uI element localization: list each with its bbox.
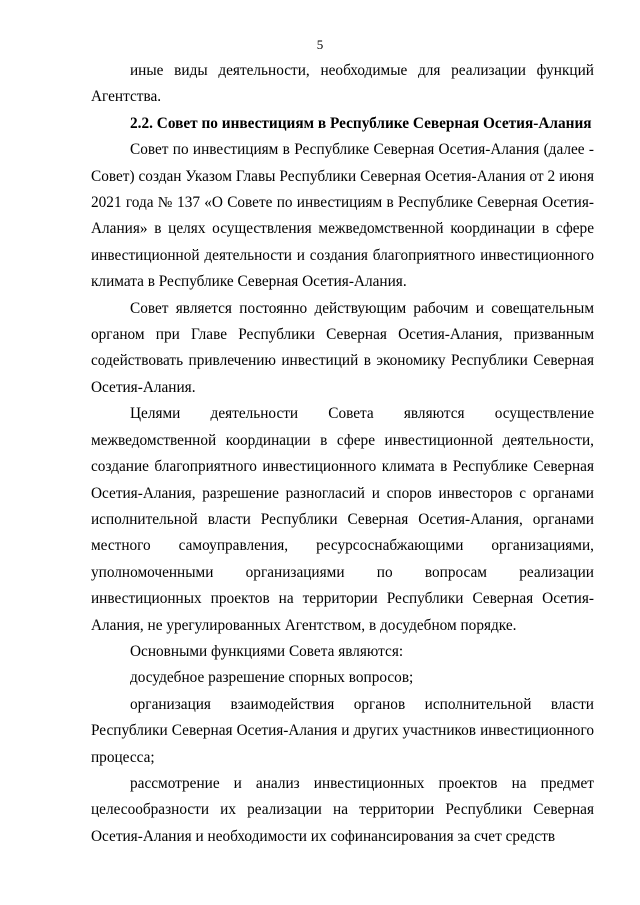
paragraph-function-3: рассмотрение и анализ инвестиционных проектов на предмет целесообразности их реализации на территории Республики Северная Осетия-Алания и необходимости их софинансирования за счет средств (91, 774, 594, 845)
paragraph-function-2: организация взаимодействия органов исполнительной власти Республики Северная Осетия-Алания и других участников инвестиционного процесса; (91, 695, 594, 766)
paragraph-continuation: иные виды деятельности, необходимые для реализации функций Агентства. (91, 62, 594, 106)
paragraph-function-1: досудебное разрешение спорных вопросов; (130, 669, 414, 687)
section-heading: 2.2. Совет по инвестициям в Республике Северная Осетия-Алания (130, 114, 592, 132)
page-number: 5 (316, 37, 324, 52)
paragraph-council-creation: Совет по инвестициям в Республике Северная Осетия-Алания (далее - Совет) создан Указом Главы Республики Северная Осетия-Алания от 2 июня 2021 года № 137 «О Совете по инвестициям в Республике Северная Осетия-Алания» в целях осуществления межведомственной координации в сфере инвестиционной деятельности и создания благоприятного инвестиционного климата в Республике Северная Осетия-Алания. (91, 141, 594, 291)
paragraph-council-goals: Целями деятельности Совета являются осуществление межведомственной координации в сфере инвестиционной деятельности, создание благоприятного инвестиционного климата в Республике Северная Осетия-Алания, разрешение разногласий и споров инвесторов с органами исполнительной власти Республики Северная Осетия-Алания, органами местного самоуправления, ресурсоснабжающими организациями, уполномоченными организациями по вопросам реализации инвестиционных проектов на территории Республики Северная Осетия-Алания, не урегулированных Агентством, в досудебном порядке. (91, 405, 594, 634)
paragraph-functions-intro: Основными функциями Совета являются: (130, 642, 404, 660)
document-body (91, 58, 594, 850)
paragraph-council-status: Совет является постоянно действующим рабочим и совещательным органом при Главе Республики Северная Осетия-Алания, призванным содействовать привлечению инвестиций в экономику Республики Северная Осетия-Алания. (91, 299, 594, 396)
